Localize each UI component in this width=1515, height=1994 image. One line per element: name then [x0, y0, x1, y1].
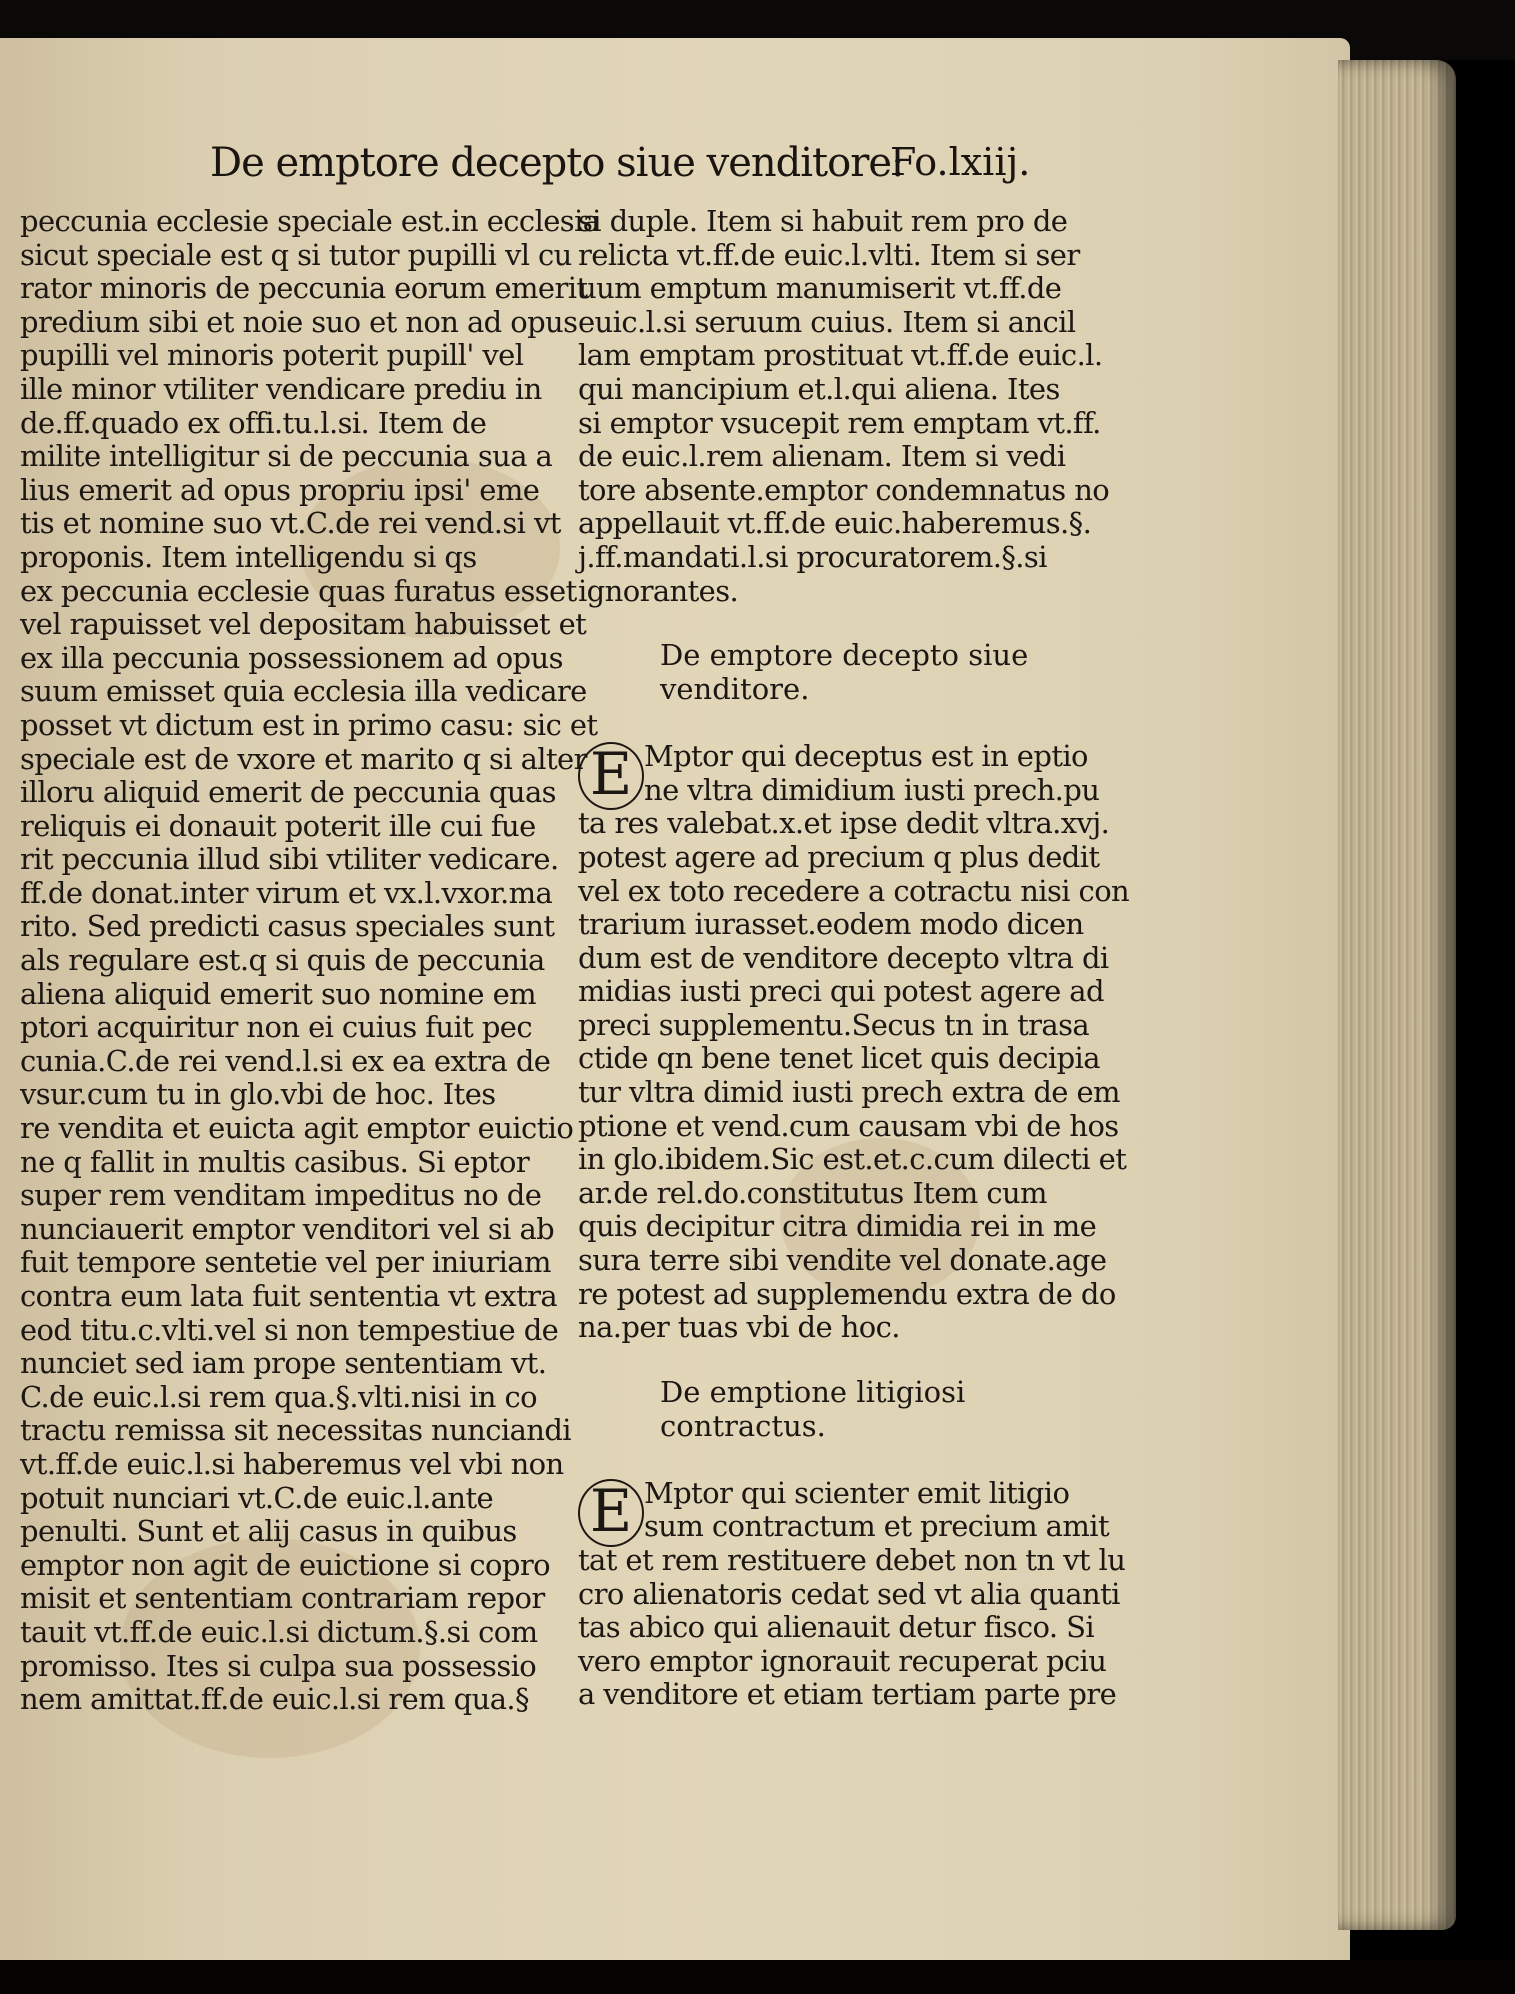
text-line: tur vltra dimid iusti prech extra de em: [578, 1075, 1120, 1110]
text-line: nem amittat.ff.de euic.l.si rem qua.§: [20, 1682, 529, 1717]
text-line: reliquis ei donauit poterit ille cui fue: [20, 808, 536, 843]
section-2-text: [578, 1477, 1133, 1712]
text-line: vel ex toto recedere a cotractu nisi con: [578, 873, 1130, 908]
section-1-text: [578, 740, 1133, 1345]
text-line: na.per tuas vbi de hoc.: [578, 1310, 900, 1345]
text-line: fuit tempore sentetie vel per iniuriam: [20, 1245, 551, 1280]
book-bottom-edge: [0, 1960, 1515, 1994]
folio-number: Fo.lxiij.: [890, 140, 1031, 184]
section-heading-2: [578, 1375, 1133, 1443]
text-line: Mptor qui scienter emit litigio: [644, 1475, 1070, 1510]
text-line: ignorantes.: [578, 573, 739, 608]
text-line: a venditore et etiam tertiam parte pre: [578, 1677, 1117, 1712]
text-line: relicta vt.ff.de euic.l.vlti. Item si ser: [578, 237, 1080, 272]
text-line: ex peccunia ecclesie quas furatus esset: [20, 573, 577, 608]
text-line: super rem venditam impeditus no de: [20, 1178, 542, 1213]
text-line: penulti. Sunt et alij casus in quibus: [20, 1514, 517, 1549]
text-line: contra eum lata fuit sententia vt extra: [20, 1279, 558, 1313]
text-line: ar.de rel.do.constitutus Item cum: [578, 1175, 1047, 1210]
text-line: re potest ad supplemendu extra de do: [578, 1276, 1116, 1311]
text-line: emptor non agit de euictione si copro: [20, 1547, 550, 1582]
text-line: peccunia ecclesie speciale est.in ecclesia: [20, 204, 600, 238]
text-line: cro alienatoris cedat sed vt alia quanti: [578, 1576, 1120, 1611]
text-line: potest agere ad precium q plus dedit: [578, 839, 1100, 874]
text-line: quis decipitur citra dimidia rei in me: [578, 1209, 1097, 1244]
text-line: ex illa peccunia possessionem ad opus: [20, 640, 563, 675]
text-line: sum contractum et precium amit: [644, 1509, 1110, 1544]
text-line: uum emptum manumiserit vt.ff.de: [578, 271, 1062, 306]
text-line: suum emisset quia ecclesia illa vedicare: [20, 674, 587, 709]
text-line: j.ff.mandati.l.si procuratorem.§.si: [578, 539, 1047, 574]
text-line: aliena aliquid emerit suo nomine em: [20, 976, 537, 1011]
section-2: [578, 1477, 1133, 1712]
running-head-title: De emptore decepto siue venditore:: [210, 140, 904, 186]
heading-line: venditore.: [660, 672, 810, 707]
heading-line: De emptione litigiosi: [660, 1374, 966, 1409]
text-line: si emptor vsucepit rem emptam vt.ff.: [578, 405, 1101, 440]
text-line: ne q fallit in multis casibus. Si eptor: [20, 1144, 530, 1179]
text-line: vel rapuisset vel depositam habuisset et: [20, 607, 587, 642]
text-line: pupilli vel minoris poterit pupill' vel: [20, 338, 524, 373]
text-line: proponis. Item intelligendu si qs: [20, 539, 477, 574]
text-line: C.de euic.l.si rem qua.§.vlti.nisi in co: [20, 1379, 537, 1414]
text-line: lius emerit ad opus propriu ipsi' eme: [20, 472, 540, 507]
text-line: nunciet sed iam prope sententiam vt.: [20, 1346, 547, 1381]
heading-line: contractus.: [660, 1408, 826, 1443]
text-line: milite intelligitur si de peccunia sua a: [20, 439, 553, 474]
heading-line: De emptore decepto siue: [660, 638, 1029, 673]
text-line: eod titu.c.vlti.vel si non tempestiue de: [20, 1312, 559, 1347]
text-line: promisso. Ites si culpa sua possessio: [20, 1648, 537, 1683]
text-line: vt.ff.de euic.l.si haberemus vel vbi non: [20, 1446, 564, 1481]
drop-cap-initial: E: [578, 1479, 644, 1547]
text-line: nunciauerit emptor venditori vel si ab: [20, 1211, 555, 1246]
text-line: tas abico qui alienauit detur fisco. Si: [578, 1610, 1095, 1645]
left-column: [20, 204, 600, 1717]
text-line: euic.l.si seruum cuius. Item si ancil: [578, 304, 1076, 339]
text-line: tis et nomine suo vt.C.de rei vend.si vt: [20, 506, 561, 541]
text-line: potuit nunciari vt.C.de euic.l.ante: [20, 1480, 494, 1515]
text-line: preci supplementu.Secus tn in trasa: [578, 1007, 1090, 1042]
page-fore-edge: [1338, 60, 1456, 1930]
text-line: ff.de donat.inter virum et vx.l.vxor.ma: [20, 875, 553, 910]
text-line: speciale est de vxore et marito q si alter: [20, 741, 587, 776]
text-line: posset vt dictum est in primo casu: sic et: [20, 707, 598, 742]
text-line: si duple. Item si habuit rem pro de: [578, 204, 1068, 238]
text-line: ptori acquiritur non ei cuius fuit pec: [20, 1010, 533, 1045]
right-column-top-text: [578, 205, 1133, 608]
text-line: lam emptam prostituat vt.ff.de euic.l.: [578, 338, 1103, 373]
running-head: [210, 140, 1060, 200]
text-line: ctide qn bene tenet licet quis decipia: [578, 1041, 1100, 1076]
text-line: de.ff.quado ex offi.tu.l.si. Item de: [20, 405, 487, 440]
text-line: sicut speciale est q si tutor pupilli vl cu: [20, 237, 572, 272]
text-line: vero emptor ignorauit recuperat pciu: [578, 1643, 1107, 1678]
right-column: [578, 205, 1133, 1712]
text-line: misit et sententiam contrariam repor: [20, 1581, 545, 1616]
text-line: rito. Sed predicti casus speciales sunt: [20, 909, 555, 944]
text-line: ta res valebat.x.et ipse dedit vltra.xvj.: [578, 806, 1110, 841]
text-line: rit peccunia illud sibi vtiliter vedicare.: [20, 842, 559, 877]
text-line: in glo.ibidem.Sic est.et.c.cum dilecti et: [578, 1142, 1127, 1177]
text-line: tractu remissa sit necessitas nunciandi: [20, 1413, 571, 1448]
text-line: Mptor qui deceptus est in eptio: [644, 739, 1088, 774]
text-line: tauit vt.ff.de euic.l.si dictum.§.si com: [20, 1614, 538, 1649]
text-line: qui mancipium et.l.qui aliena. Ites: [578, 371, 1060, 406]
text-line: appellauit vt.ff.de euic.haberemus.§.: [578, 506, 1092, 541]
drop-cap-initial: E: [578, 742, 644, 810]
text-line: trarium iurasset.eodem modo dicen: [578, 907, 1084, 942]
text-line: ille minor vtiliter vendicare prediu in: [20, 371, 542, 406]
text-line: dum est de venditore decepto vltra di: [578, 940, 1109, 975]
section-heading-1: [578, 638, 1133, 706]
text-line: tore absente.emptor condemnatus no: [578, 472, 1110, 507]
text-line: predium sibi et noie suo et non ad opus: [20, 304, 578, 339]
text-line: sura terre sibi vendite vel donate.age: [578, 1243, 1107, 1278]
text-line: ne vltra dimidium iusti prech.pu: [644, 772, 1100, 807]
text-line: illoru aliquid emerit de peccunia quas: [20, 775, 556, 810]
text-line: als regulare est.q si quis de peccunia: [20, 943, 545, 978]
text-line: vsur.cum tu in glo.vbi de hoc. Ites: [20, 1077, 496, 1112]
text-line: midias iusti preci qui potest agere ad: [578, 974, 1104, 1009]
text-line: ptione et vend.cum causam vbi de hos: [578, 1108, 1119, 1143]
text-line: de euic.l.rem alienam. Item si vedi: [578, 439, 1066, 474]
section-1: [578, 740, 1133, 1345]
text-line: re vendita et euicta agit emptor euictio: [20, 1111, 574, 1146]
text-line: cunia.C.de rei vend.l.si ex ea extra de: [20, 1043, 551, 1078]
text-line: tat et rem restituere debet non tn vt lu: [578, 1543, 1126, 1577]
text-line: rator minoris de peccunia eorum emerit: [20, 271, 588, 306]
